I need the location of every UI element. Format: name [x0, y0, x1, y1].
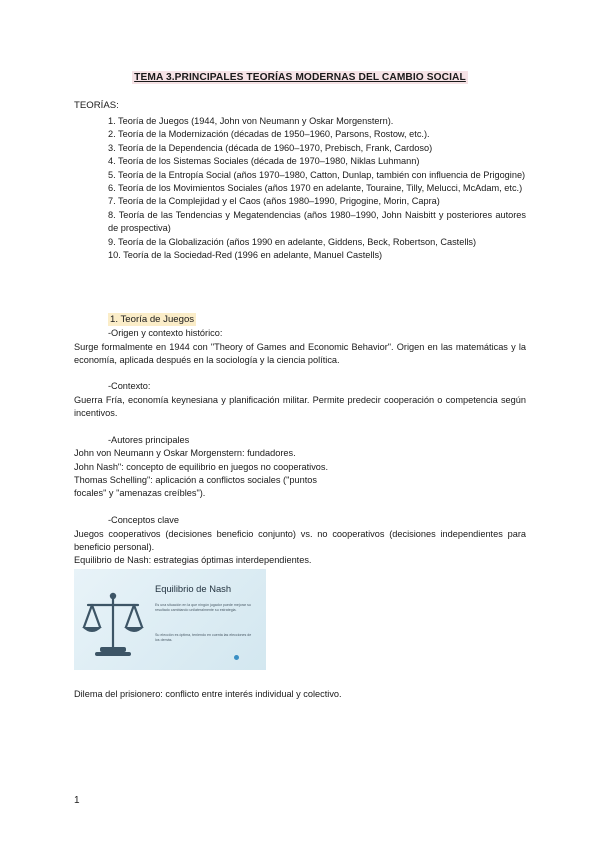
theories-list [108, 115, 526, 262]
author-line: focales" y "amenazas creíbles"). [74, 488, 206, 498]
nash-line: Equilibrio de Nash: estrategias óptimas interdependientes. [74, 555, 312, 565]
theories-label: TEORÍAS: [74, 100, 119, 111]
list-item: 8. Teoría de las Tendencias y Megatendencias (años 1980–1990, John Naisbitt y posteriores autores de prospectiva) [108, 209, 526, 234]
page-number: 1 [74, 795, 80, 806]
list-item: 4. Teoría de los Sistemas Sociales (década de 1970–1980, Niklas Luhmann) [108, 156, 420, 167]
section-heading: 1. Teoría de Juegos [110, 314, 195, 325]
figure-note: Su elección es óptima, teniendo en cuenta las elecciones de los demás. [155, 633, 252, 642]
page-title: TEMA 3.PRINCIPALES TEORÍAS MODERNAS DEL CAMBIO SOCIAL [134, 72, 466, 83]
concepts-label: -Conceptos clave [108, 515, 179, 525]
origin-text: Surge formalmente en 1944 con "Theory of Games and Economic Behavior". Origen en las matemáticas y la economía, aplicada después en la sociología y la ciencia política. [74, 342, 526, 366]
list-item: 9. Teoría de la Globalización (años 1990 en adelante, Giddens, Beck, Robertson, Castells) [108, 236, 477, 247]
logo-dot-icon [234, 655, 239, 660]
list-item: 5. Teoría de la Entropía Social (años 1970–1980, Catton, Dunlap, también con influencia de Prigogine) [108, 169, 526, 180]
list-item: 6. Teoría de los Movimientos Sociales (años 1970 en adelante, Touraine, Tilly, Melucci, McAdam, etc.) [108, 183, 523, 194]
nash-equilibrium-figure [74, 569, 266, 670]
list-item: 10. Teoría de la Sociedad-Red (1996 en adelante, Manuel Castells) [108, 250, 383, 261]
origin-label: -Origen y contexto histórico: [108, 328, 223, 338]
author-line: Thomas Schelling": aplicación a conflictos sociales ("puntos [74, 475, 317, 485]
author-line: John von Neumann y Oskar Morgenstern: fundadores. [74, 448, 296, 458]
context-label: -Contexto: [108, 381, 151, 391]
list-item: 1. Teoría de Juegos (1944, John von Neumann y Oskar Morgenstern). [108, 116, 394, 126]
list-item: 3. Teoría de la Dependencia (década de 1960–1970, Prebisch, Frank, Cardoso) [108, 142, 433, 153]
author-line: John Nash": concepto de equilibrio en juegos no cooperativos. [74, 462, 329, 472]
list-item: 7. Teoría de la Complejidad y el Caos (años 1980–1990, Prigogine, Morin, Capra) [108, 196, 440, 207]
figure-logo [234, 655, 240, 660]
context-text: Guerra Fría, economía keynesiana y planificación militar. Permite predecir cooperación o competencia según incentivos. [74, 395, 526, 419]
concepts-text: Juegos cooperativos (decisiones beneficio conjunto) vs. no cooperativos (decisiones independientes para beneficio personal). [74, 529, 526, 553]
figure-description: Es una situación en la que ningún jugador puede mejorar su resultado cambiando unilateralmente su estrategia. [155, 603, 251, 612]
authors-label: -Autores principales [108, 435, 190, 445]
dilemma-text: Dilema del prisionero: conflicto entre interés individual y colectivo. [74, 689, 342, 699]
figure-title: Equilibrio de Nash [155, 583, 232, 594]
list-item: 2. Teoría de la Modernización (décadas de 1950–1960, Parsons, Rostow, etc.). [108, 129, 430, 140]
balance-scale-icon [80, 589, 146, 659]
